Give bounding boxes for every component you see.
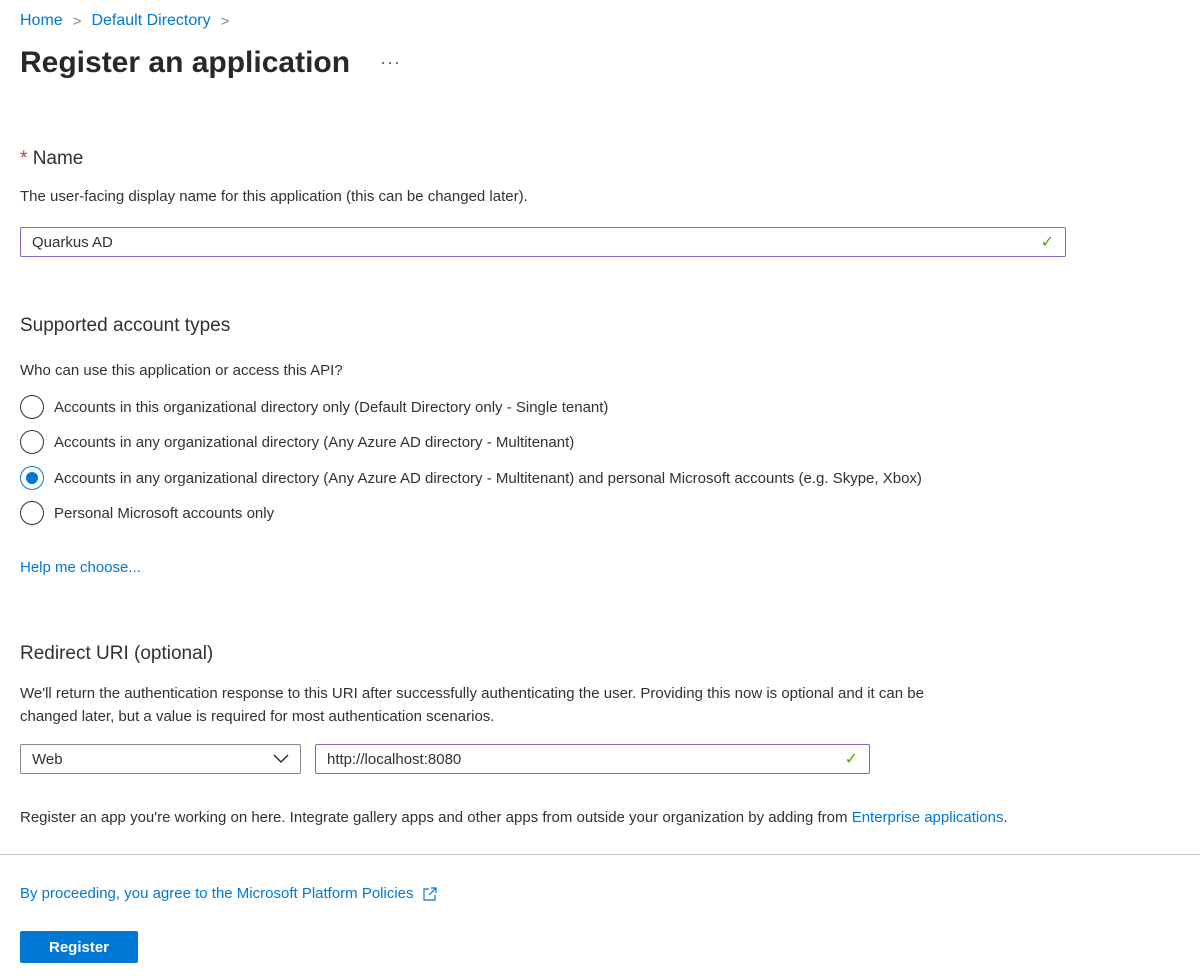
chevron-right-icon: > [220,12,230,30]
help-me-choose-link[interactable]: Help me choose... [20,559,141,576]
enterprise-applications-link[interactable]: Enterprise applications [851,809,1004,826]
divider [0,854,1200,855]
redirect-uri-value: http://localhost:8080 [327,750,462,768]
platform-policies-link[interactable] [20,885,438,902]
name-input-value: Quarkus AD [32,233,113,251]
checkmark-icon: ✓ [844,751,858,768]
radio-circle-selected[interactable] [20,466,44,490]
redirect-heading: Redirect URI (optional) [20,643,214,664]
footer-note [20,809,1008,826]
name-input[interactable] [20,227,1066,257]
breadcrumb [20,12,229,30]
radio-personal-only[interactable] [20,501,274,525]
radio-single-tenant[interactable] [20,395,608,419]
chevron-down-icon [273,754,289,764]
more-options-icon[interactable]: ··· [380,52,401,72]
radio-label: Accounts in this organizational directory only (Default Directory only - Single tenant) [54,398,609,416]
page-title: Register an application [20,46,351,79]
radio-circle[interactable] [20,395,44,419]
platform-select-value: Web [32,750,63,768]
register-button[interactable]: Register [20,931,138,963]
redirect-description-line: We'll return the authentication response to this URI after successfully authenticating the user. Providing this now is optional and it can be [20,685,924,702]
platform-select[interactable] [20,744,301,774]
name-description: The user-facing display name for this application (this can be changed later). [20,188,528,205]
footer-note-text: Register an app you're working on here. Integrate gallery apps and other apps from outside your organization by adding from [20,809,852,826]
radio-multitenant-personal[interactable] [20,466,922,490]
account-types-question: Who can use this application or access this API? [20,362,343,379]
name-label [20,148,83,170]
radio-label: Accounts in any organizational directory (Any Azure AD directory - Multitenant) [54,433,575,451]
name-label-text: Name [32,148,84,169]
account-types-heading: Supported account types [20,315,231,336]
redirect-description [20,682,924,728]
breadcrumb-home[interactable]: Home [20,12,63,29]
radio-circle[interactable] [20,430,44,454]
radio-multitenant[interactable] [20,430,574,454]
checkmark-icon: ✓ [1040,234,1054,251]
radio-label: Accounts in any organizational directory (Any Azure AD directory - Multitenant) and personal Microsoft accounts (e.g. Skype, Xbox) [54,469,922,487]
platform-policies-text: By proceeding, you agree to the Microsoft Platform Policies [20,885,414,902]
required-mark: * [20,148,28,169]
redirect-uri-input[interactable] [315,744,870,774]
external-link-icon [422,886,438,902]
radio-label: Personal Microsoft accounts only [54,504,275,522]
redirect-description-line: changed later, but a value is required for most authentication scenarios. [20,708,495,725]
footer-note-end: . [1003,809,1008,826]
radio-circle[interactable] [20,501,44,525]
chevron-right-icon: > [72,12,82,30]
breadcrumb-default-directory[interactable]: Default Directory [91,12,211,29]
